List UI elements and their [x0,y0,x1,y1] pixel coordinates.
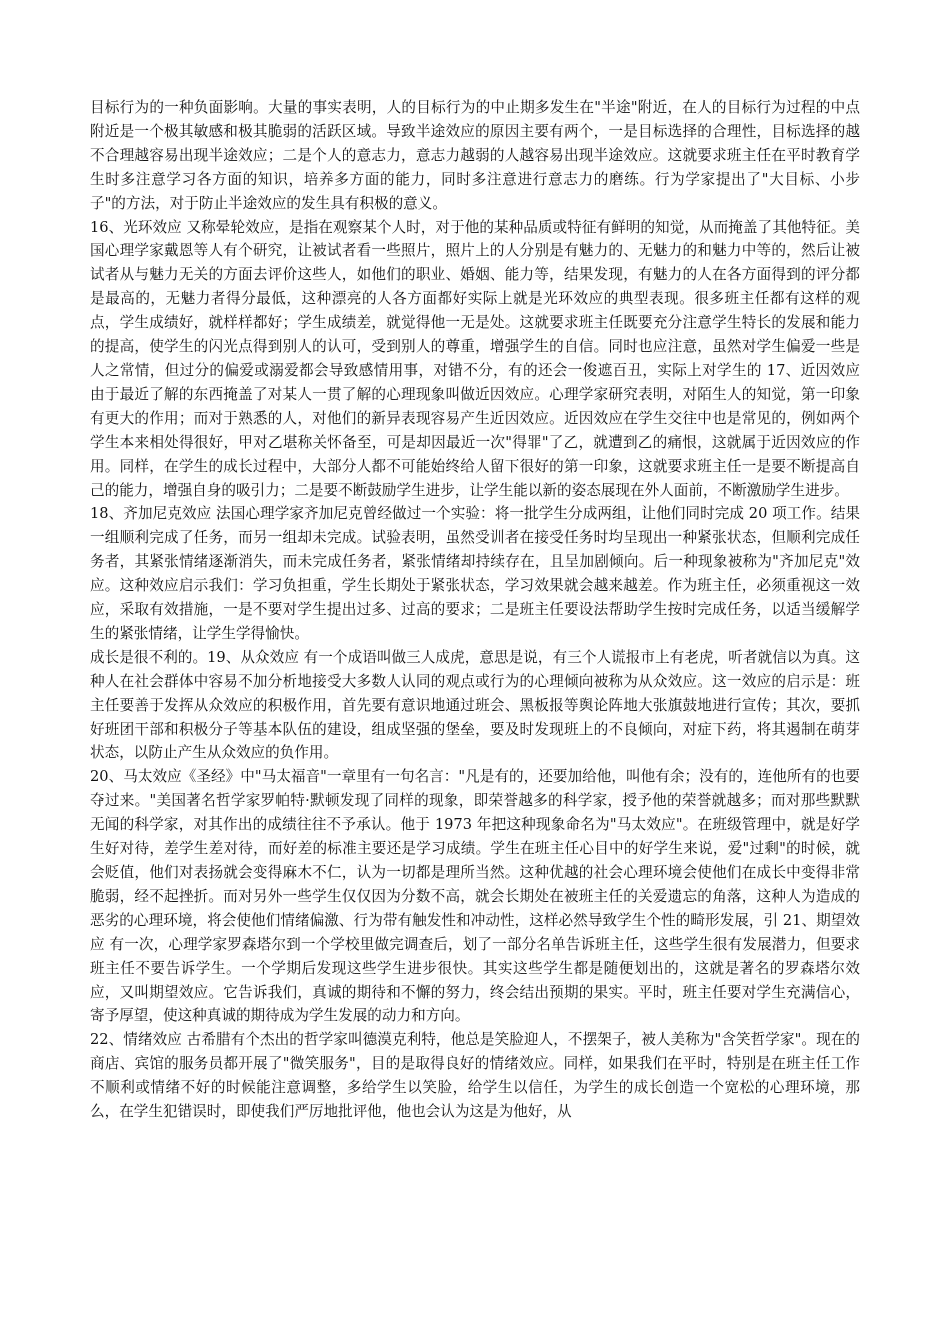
document-page [90,96,860,1124]
paragraph-half-way-effect: 目标行为的一种负面影响。大量的事实表明，人的目标行为的中止期多发生在"半途"附近，在人的目标行为过程的中点附近是一个极其敏感和极其脆弱的活跃区域。导致半途效应的原因主要有两个，一是目标选择的合理性，目标选择的越不合理越容易出现半途效应；二是个人的意志力，意志力越弱的人越容易出现半途效应。这就要求班主任在平时教育学生时多注意学习各方面的知识，培养多方面的能力，同时多注意进行意志力的磨练。行为学家提出了"大目标、小步子"的方法，对于防止半途效应的发生具有积极的意义。 [90,99,860,212]
paragraph-emotion-effect: 22、情绪效应 古希腊有个杰出的哲学家叫德漠克利特，他总是笑脸迎人，不摆架子，被人美称为"含笑哲学家"。现在的商店、宾馆的服务员都开展了"微笑服务"，目的是取得良好的情绪效应。同样，如果我们在平时，特别是在班主任工作不顺利或情绪不好的时候能注意调整，多给学生以笑脸，给学生以信任，为学生的成长创造一个宽松的心理环境，那么，在学生犯错误时，即使我们严厉地批评他，他也会认为这是为他好，从 [90,1031,860,1121]
paragraph-zeigarnik-effect: 18、齐加尼克效应 法国心理学家齐加尼克曾经做过一个实验：将一批学生分成两组，让他们同时完成 20 项工作。结果一组顺利完成了任务，而另一组却未完成。试验表明，虽然受训者在接受任务时均呈现出一种紧张状态，但顺利完成任务者，其紧张情绪逐渐消失，而未完成任务者，紧张情绪却持续存在，且呈加剧倾向。后一种现象被称为"齐加尼克"效应。这种效应启示我们：学习负担重，学生长期处于紧张状态，学习效果就会越来越差。作为班主任，必须重视这一效应，采取有效措施，一是不要对学生提出过多、过高的要求；二是班主任要设法帮助学生按时完成任务，以适当缓解学生的紧张情绪，让学生学得愉快。 [90,505,860,642]
paragraph-halo-effect: 16、光环效应 又称晕轮效应，是指在观察某个人时，对于他的某种品质或特征有鲜明的知觉，从而掩盖了其他特征。美国心理学家戴恩等人有个研究，让被试者看一些照片，照片上的人分别是有魅力的、无魅力的和魅力中等的，然后让被试者从与魅力无关的方面去评价这些人，如他们的职业、婚姻、能力等，结果发现，有魅力的人在各方面得到的评分都是最高的，无魅力者得分最低，这种漂亮的人各方面都好实际上就是光环效应的典型表现。很多班主任都有这样的观点，学生成绩好，就样样都好；学生成绩差，就觉得他一无是处。这就要求班主任既要充分注意学生特长的发展和能力的提高，使学生的闪光点得到别人的认可，受到别人的尊重，增强学生的自信。同时也应注意，虽然对学生偏爱一些是人之常情，但过分的偏爱或溺爱都会导致感情用事，对错不分，有的还会一俊遮百丑，实际上对学生的 17、近因效应 由于最近了解的东西掩盖了对某人一贯了解的心理现象叫做近因效应。心理学家研究表明，对陌生人的知觉，第一印象有更大的作用；而对于熟悉的人，对他们的新异表现容易产生近因效应。近因效应在学生交往中也是常见的，例如两个学生本来相处得很好，甲对乙堪称关怀备至，可是却因最近一次"得罪"了乙，就遭到乙的痛恨，这就属于近因效应的作用。同样，在学生的成长过程中，大部分人都不可能始终给人留下很好的第一印象，这就要求班主任一是要不断提高自己的能力，增强自身的吸引力；二是要不断鼓励学生进步，让学生能以新的姿态展现在外人面前，不断激励学生进步。 [90,218,860,499]
paragraph-matthew-effect: 20、马太效应《圣经》中"马太福音"一章里有一句名言："凡是有的，还要加给他，叫他有余；没有的，连他所有的也要夺过来。"美国著名哲学家罗帕特·默顿发现了同样的现象，即荣誉越多的科学家，授予他的荣誉就越多；而对那些默默无闻的科学家，对其作出的成绩往往不予承认。他于 1973 年把这种现象命名为"马太效应"。在班级管理中，就是好学生好对待，差学生差对待，而好差的标准主要还是学习成绩。学生在班主任心目中的好学生来说，爱"过剩"的时候，就会贬值，他们对表扬就会变得麻木不仁，认为一切都是理所当然。这种优越的社会心理环境会使他们在成长中变得非常脆弱，经不起挫折。而对另外一些学生仅仅因为分数不高，就会长期处在被班主任的关爱遗忘的角落，这种人为造成的恶劣的心理环境，将会使他们情绪偏激、行为带有触发性和冲动性，这样必然导致学生个性的畸形发展，引 21、期望效应 有一次，心理学家罗森塔尔到一个学校里做完调查后，划了一部分名单告诉班主任，这些学生很有发展潜力，但要求班主任不要告诉学生。一个学期后发现这些学生进步很快。其实这些学生都是随便划出的，这就是著名的罗森塔尔效应，又叫期望效应。它告诉我们，真诚的期待和不懈的努力，终会结出预期的果实。平时，班主任要对学生充满信心，寄予厚望，使这种真诚的期待成为学生发展的动力和方向。 [90,768,860,1025]
paragraph-conformity-effect: 成长是很不利的。19、从众效应 有一个成语叫做三人成虎，意思是说，有三个人谎报市上有老虎，听者就信以为真。这种人在社会群体中容易不加分析地接受大多数人认同的观点或行为的心理倾向被称为从众效应。这一效应的启示是：班主任要善于发挥从众效应的积极作用，首先要有意识地通过班会、黑板报等舆论阵地大张旗鼓地进行宣传；其次，要抓好班团干部和积极分子等基本队伍的建设，组成坚强的堡垒，要及时发现班上的不良倾向，对症下药，将其遏制在萌芽状态，以防止产生从众效应的负作用。 [90,648,860,762]
